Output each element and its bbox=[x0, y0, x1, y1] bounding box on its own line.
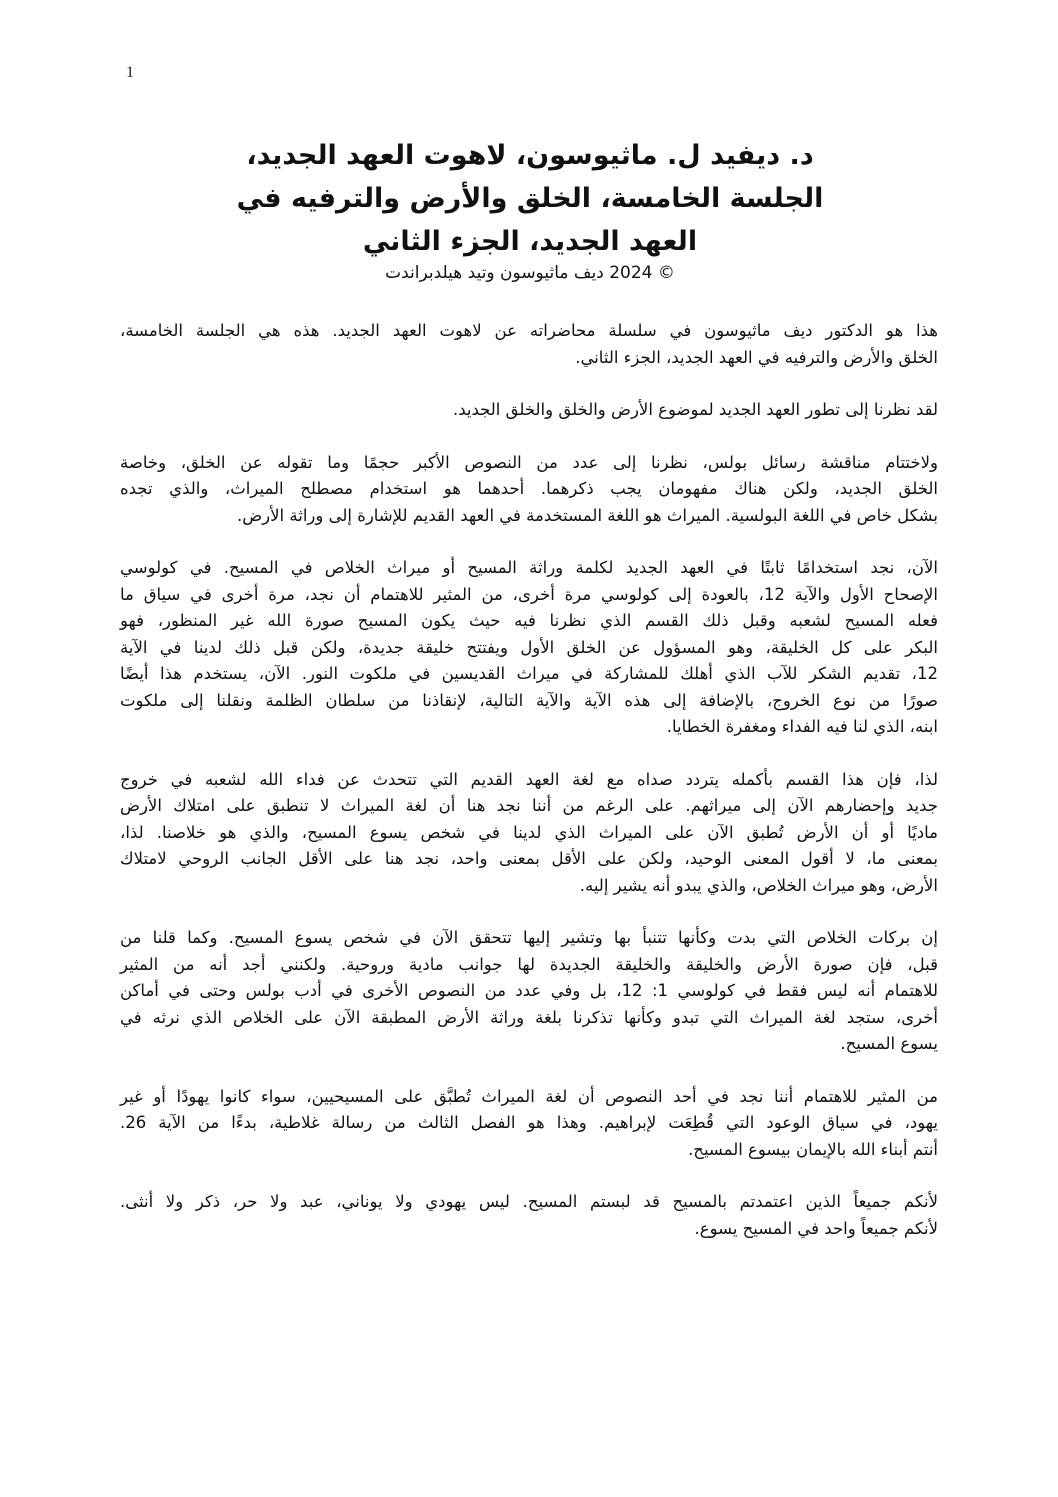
paragraph-2 bbox=[120, 397, 938, 424]
text-line: للاهتمام أنه ليس فقط في كولوسي 1: 12، بل وفي عدد من النصوص الأخرى في أدب بولس وحتى في أماكن bbox=[120, 981, 938, 1000]
text-line: من المثير للاهتمام أننا نجد في أحد النصوص أن لغة الميراث تُطبَّق على المسيحيين، سواء كانوا يهودًا أو غير bbox=[120, 1086, 938, 1106]
title-line-2: الجلسة الخامسة، الخلق والأرض والترفيه في bbox=[236, 183, 824, 214]
text-line: أنتم أبناء الله بالإيمان بيسوع المسيح. bbox=[688, 1139, 938, 1159]
text-line: الخلق الجديد، ولكن هناك مفهومان يجب ذكرهما. أحدهما هو استخدام مصطلح الميراث، والذي تجده bbox=[120, 479, 938, 498]
title-line-3: العهد الجديد، الجزء الثاني bbox=[362, 226, 698, 257]
paragraph-7 bbox=[120, 1084, 938, 1164]
text-line: هذا هو الدكتور ديف ماثيوسون في سلسلة محاضراته عن لاهوت العهد الجديد. هذه هي الجلسة الخامسة، bbox=[120, 321, 938, 340]
text-line: لأنكم جميعاً واحد في المسيح يسوع. bbox=[694, 1218, 938, 1238]
document-body bbox=[120, 318, 938, 1268]
text-line: لقد نظرنا إلى تطور العهد الجديد لموضوع الأرض والخلق والخلق الجديد. bbox=[452, 400, 938, 419]
text-line: فعله المسيح لشعبه وقبل ذلك القسم الذي نظرنا فيه حيث يكون المسيح صورة الله غير المنظور، فهو bbox=[120, 611, 938, 630]
text-line: يهود، في سياق الوعود التي قُطِعَت لإبراهيم. وهذا هو الفصل الثالث من رسالة غلاطية، بدءًا من الآية 26. bbox=[120, 1113, 938, 1132]
title-line-1: د. ديفيد ل. ماثيوسون، لاهوت العهد الجديد، bbox=[246, 140, 814, 171]
paragraph-5 bbox=[120, 767, 938, 900]
paragraph-4 bbox=[120, 555, 938, 741]
text-line: بمعنى ما، لا أقول المعنى الوحيد، ولكن على الأقل بمعنى واحد، نجد هنا على الأقل الجانب الروحي لامتلاك bbox=[120, 849, 938, 868]
text-line: جديد وإحضارهم الآن إلى ميراثهم. على الرغم من أننا نجد هنا أن لغة الميراث لا تنطبق على امتلاك الأرض bbox=[120, 796, 938, 815]
text-line: لذا، فإن هذا القسم بأكمله يتردد صداه مع لغة العهد القديم التي تتحدث عن فداء الله لشعبه في خروج bbox=[120, 769, 938, 789]
text-line: قبل، فإن صورة الأرض والخليقة والخليقة الجديدة لها جوانب مادية وروحية. ولكنني أجد أنه من المثير bbox=[120, 954, 938, 974]
text-line: إن بركات الخلاص التي بدت وكأنها تتنبأ بها وتشير إليها تتحقق الآن في شخص يسوع المسيح. وكما قلنا من bbox=[120, 928, 938, 947]
text-line: ولاختتام مناقشة رسائل بولس، نظرنا إلى عدد من النصوص الأكبر حجمًا وما تقوله عن الخلق، وخاصة bbox=[120, 452, 938, 472]
document-title bbox=[180, 134, 880, 285]
paragraph-3 bbox=[120, 450, 938, 530]
text-line: صورًا من نوع الخروج، بالإضافة إلى هذه الآية والآية التالية، لإنقاذنا من سلطان الظلمة ونقلنا إلى ملكوت bbox=[120, 690, 938, 710]
text-line: الآن، نجد استخدامًا ثابتًا في العهد الجديد لكلمة وراثة المسيح أو ميراث الخلاص في المسيح. في كولوسي bbox=[120, 558, 938, 577]
text-line: ماديًا أو أن الأرض تُطبق الآن على الميراث الذي لدينا في شخص يسوع المسيح، والذي هو خلاصنا. لذا، bbox=[120, 822, 938, 842]
text-line: الأرض، وهو ميراث الخلاص، والذي يبدو أنه يشير إليه. bbox=[579, 875, 938, 895]
text-line: يسوع المسيح. bbox=[840, 1034, 938, 1053]
text-line: بشكل خاص في اللغة البولسية. الميراث هو اللغة المستخدمة في العهد القديم للإشارة إلى وراثة الأرض. bbox=[236, 505, 938, 525]
paragraph-6 bbox=[120, 925, 938, 1058]
text-line: 12، تقديم الشكر للآب الذي أهلك للمشاركة في ميراث القديسين في ملكوت النور. الآن، يستخدم هذا أيضًا bbox=[120, 664, 938, 683]
text-line: الإصحاح الأول والآية 12، بالعودة إلى كولوسي مرة أخرى، من المثير للاهتمام أن نجد، مرة أخرى في سياق ما bbox=[120, 584, 938, 604]
text-line: ابنه، الذي لنا فيه الفداء ومغفرة الخطايا. bbox=[666, 717, 938, 736]
page-number: 1 bbox=[126, 64, 134, 81]
copyright-line: © 2024 ديف ماثيوسون وتيد هيلدبراندت bbox=[385, 263, 675, 283]
text-line: لأنكم جميعاً الذين اعتمدتم بالمسيح قد لبستم المسيح. ليس يهودي ولا يوناني، عبد ولا حر، ذكر ولا أنثى. bbox=[120, 1192, 938, 1211]
text-line: البكر على كل الخليقة، وهو المسؤول عن الخلق الأول ويفتتح خليقة جديدة، ولكن قبل ذلك لدينا في الآية bbox=[120, 637, 938, 657]
text-line: أخرى، ستجد لغة الميراث التي تبدو وكأنها تذكرنا بلغة وراثة الأرض المطبقة الآن على الخلاص الذي نرثه في bbox=[120, 1007, 938, 1027]
paragraph-1 bbox=[120, 318, 938, 371]
paragraph-8 bbox=[120, 1189, 938, 1242]
text-line: الخلق والأرض والترفيه في العهد الجديد، الجزء الثاني. bbox=[575, 347, 938, 367]
